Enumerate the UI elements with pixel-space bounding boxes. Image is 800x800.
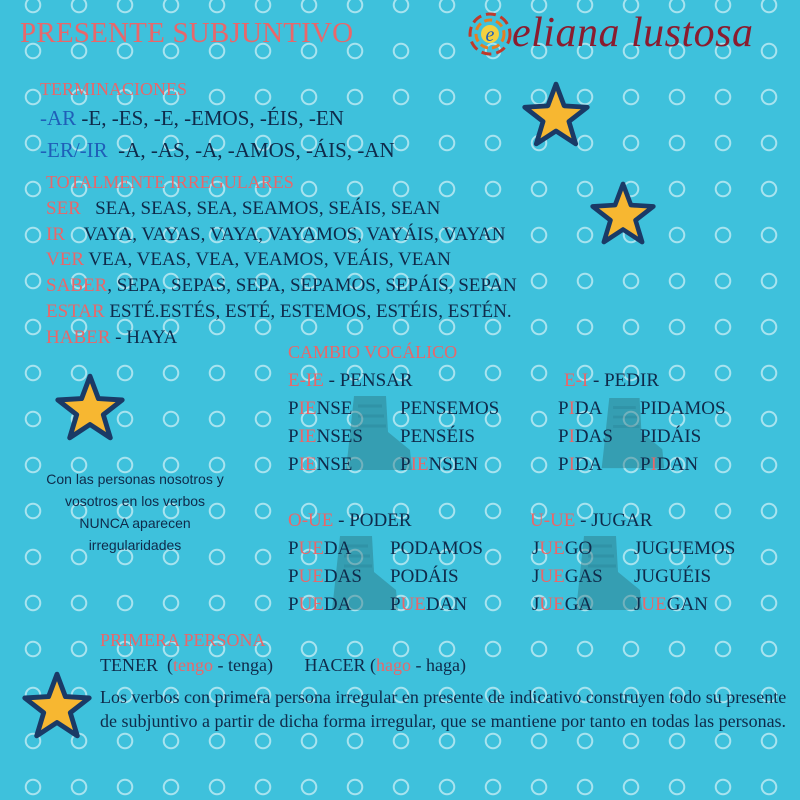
er-ir-endings: -A, -AS, -A, -AMOS, -ÁIS, -AN [118, 138, 395, 162]
conjugation-form: PODAMOS [390, 538, 483, 559]
conjugation-form: JUEGAN [634, 594, 708, 615]
irregular-forms: VEA, VEAS, VEA, VEAMOS, VEÁIS, VEAN [88, 249, 451, 270]
primera-heading: PRIMERA PERSONA [100, 630, 266, 650]
ar-endings: -E, -ES, -E, -EMOS, -ÉIS, -EN [81, 106, 344, 130]
hacer-verb: HACER [304, 655, 366, 675]
conjugation-form: PIDAMOS [640, 398, 726, 419]
irregular-verb: SER [46, 198, 81, 219]
irregular-forms: - HAYA [115, 327, 178, 348]
conjugation-form: PUEDA [288, 594, 352, 615]
logo-swirl-icon [468, 12, 512, 56]
conjugation-form: JUGUEMOS [634, 538, 736, 559]
conjugation-form: PUEDAN [390, 594, 468, 615]
irregular-row [46, 275, 517, 297]
hacer-first-person: hago [375, 655, 411, 675]
page-title: PRESENTE SUBJUNTIVO [20, 17, 354, 49]
group-header-e-i [564, 370, 659, 392]
conjugation-form: PIDA [558, 398, 603, 419]
infinitive: - PENSAR [328, 370, 413, 391]
conjugation-form: PIDA [558, 454, 603, 475]
conjugation-form: PIENSEN [400, 454, 479, 475]
conjugation-form: PENSÉIS [400, 426, 475, 447]
irregular-verb: VER [46, 249, 84, 270]
ar-label: -AR [40, 106, 77, 130]
ar-endings-row [40, 106, 344, 131]
star-icon [590, 180, 656, 246]
irregulares-heading: TOTALMENTE IRREGULARES [46, 172, 294, 192]
irregular-forms: , SEPA, SEPAS, SEPA, SEPAMOS, SEPÁIS, SEPAN [107, 275, 517, 296]
irregular-forms: ESTÉ.ESTÉS, ESTÉ, ESTEMOS, ESTÉIS, ESTÉN. [109, 301, 512, 322]
group-header-o-ue [288, 510, 412, 532]
irregular-row [46, 249, 451, 271]
group-header-u-ue [530, 510, 652, 532]
conjugation-form: JUEGO [532, 538, 593, 559]
conjugation-form: PUEDA [288, 538, 352, 559]
irregular-row [46, 327, 177, 349]
er-ir-label: -ER/-IR [40, 138, 108, 162]
conjugation-form: PIDÁIS [640, 426, 702, 447]
star-icon [22, 670, 92, 740]
er-ir-endings-row [40, 138, 395, 163]
conjugation-form: PIDAS [558, 426, 613, 447]
conjugation-form: JUEGAS [532, 566, 603, 587]
side-note: Con las personas nosotros y vosotros en los verbos NUNCA aparecen irregularidades [46, 471, 224, 553]
primera-examples: TENER (tengo - tenga) HACER (hago - haga) [100, 655, 466, 675]
terminaciones-heading: TERMINACIONES [40, 79, 187, 99]
conjugation-form: PIENSE [288, 454, 353, 475]
conjugation-form: JUEGA [532, 594, 593, 615]
conjugation-form: PODÁIS [390, 566, 459, 587]
irregular-verb: SABER [46, 275, 108, 296]
primera-paragraph: Los verbos con primera persona irregular en presente de indicativo construyen todo su presente de subjuntivo a partir de dicha forma irregular, que se mantiene por tanto en todas las personas. [100, 687, 787, 731]
irregular-forms: VAYA, VAYAS, VAYA, VAYAMOS, VAYÁIS, VAYAN [83, 224, 506, 245]
change-type: O-UE [288, 510, 334, 531]
conjugation-form: JUGUÉIS [634, 566, 712, 587]
infinitive: - PEDIR [593, 370, 659, 391]
irregular-forms: SEA, SEAS, SEA, SEAMOS, SEÁIS, SEAN [95, 198, 441, 219]
tener-first-person: tengo [173, 655, 213, 675]
irregular-row [46, 198, 440, 220]
infinitive: - JUGAR [580, 510, 653, 531]
logo-text: eliana lustosa [512, 10, 754, 56]
conjugation-form: PENSEMOS [400, 398, 500, 419]
conjugation-form: PUEDAS [288, 566, 362, 587]
irregular-row [46, 301, 512, 323]
star-icon [55, 372, 125, 442]
conjugation-form: PIENSES [288, 426, 363, 447]
tener-verb: TENER [100, 655, 158, 675]
change-type: U-UE [530, 510, 576, 531]
cambio-heading: CAMBIO VOCÁLICO [288, 342, 458, 362]
group-header-e-ie [288, 370, 413, 392]
conjugation-form: PIENSE [288, 398, 353, 419]
irregular-verb: ESTAR [46, 301, 105, 322]
star-icon [522, 80, 590, 148]
change-type: E-IE [288, 370, 324, 391]
irregular-row [46, 224, 505, 246]
conjugation-form: PIDAN [640, 454, 699, 475]
infinitive: - PODER [338, 510, 412, 531]
change-type: E-I [564, 370, 589, 391]
irregular-verb: HABER [46, 327, 111, 348]
svg-text:e: e [485, 24, 495, 46]
irregular-verb: IR [46, 224, 65, 245]
